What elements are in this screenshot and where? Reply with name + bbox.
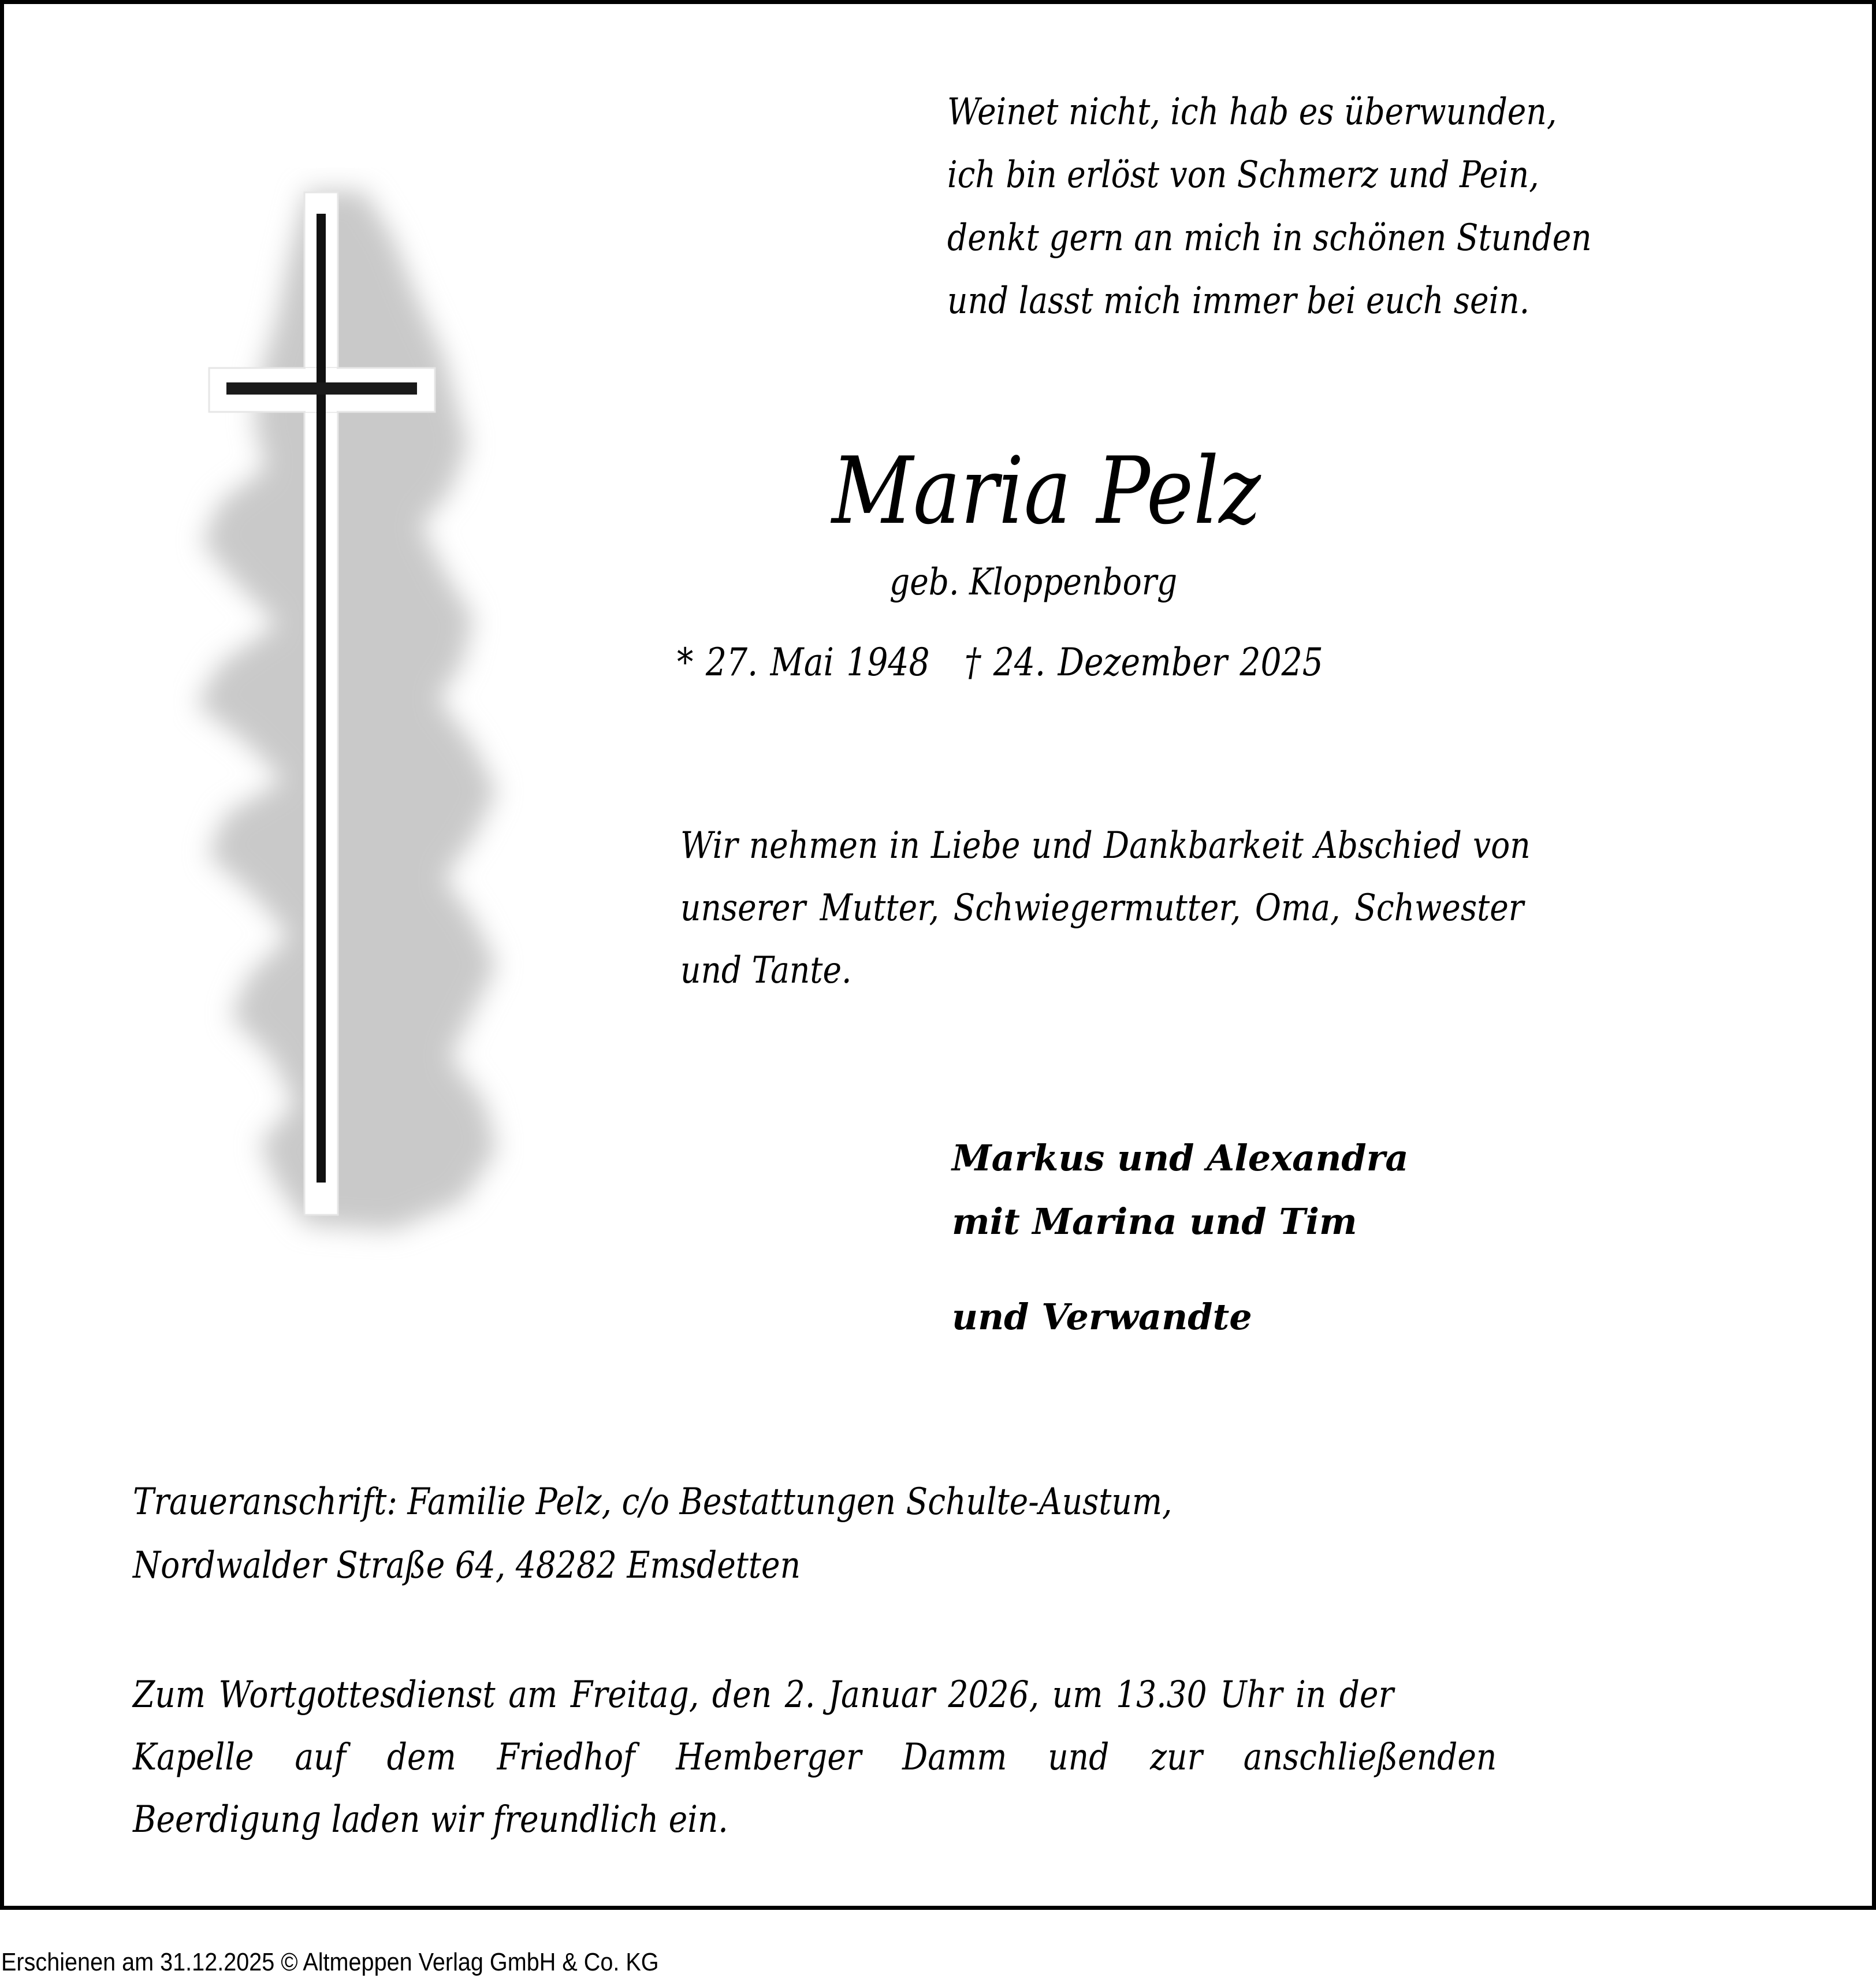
publication-footer: Erschienen am 31.12.2025 © Altmeppen Verlag GmbH & Co. KG [1,1948,659,1976]
farewell-line: unserer Mutter, Schwiegermutter, Oma, Schwester [680,887,1524,929]
life-dates [677,637,1323,689]
deceased-name: Maria Pelz [832,437,1261,545]
cross-shadow [196,191,497,1230]
poem-line: und lasst mich immer bei euch sein. [947,280,1530,322]
signers [952,1126,1409,1349]
farewell-line: und Tante. [680,949,852,992]
farewell-line: Wir nehmen in Liebe und Dankbarkeit Abschied von [680,824,1531,867]
service-info [133,1664,1719,1851]
poem-line: Weinet nicht, ich hab es überwunden, [947,91,1557,133]
farewell-text [680,815,1778,1002]
signer-line: Markus und Alexandra [952,1137,1409,1179]
poem [947,81,1592,333]
death-date: † 24. Dezember 2025 [964,640,1323,685]
address-line: Nordwalder Straße 64, 48282 Emsdetten [133,1544,801,1587]
signer-line: mit Marina und Tim [952,1200,1357,1243]
mourning-address [133,1470,1342,1597]
service-line: Kapelle auf dem Friedhof Hemberger Damm und zur anschließenden [133,1736,1497,1779]
signer-line: und Verwandte [952,1296,1252,1338]
poem-line: ich bin erlöst von Schmerz und Pein, [947,154,1539,196]
address-line: Traueranschrift: Familie Pelz, c/o Bestattungen Schulte-Austum, [133,1481,1172,1523]
service-line: Zum Wortgottesdienst am Freitag, den 2. Januar 2026, um 13.30 Uhr in der [133,1674,1394,1716]
service-line: Beerdigung laden wir freundlich ein. [133,1798,728,1841]
maiden-name: geb. Kloppenborg [889,561,1178,604]
cross-icon [173,168,531,1265]
poem-line: denkt gern an mich in schönen Stunden [947,217,1592,259]
birth-date: * 27. Mai 1948 [677,640,930,685]
